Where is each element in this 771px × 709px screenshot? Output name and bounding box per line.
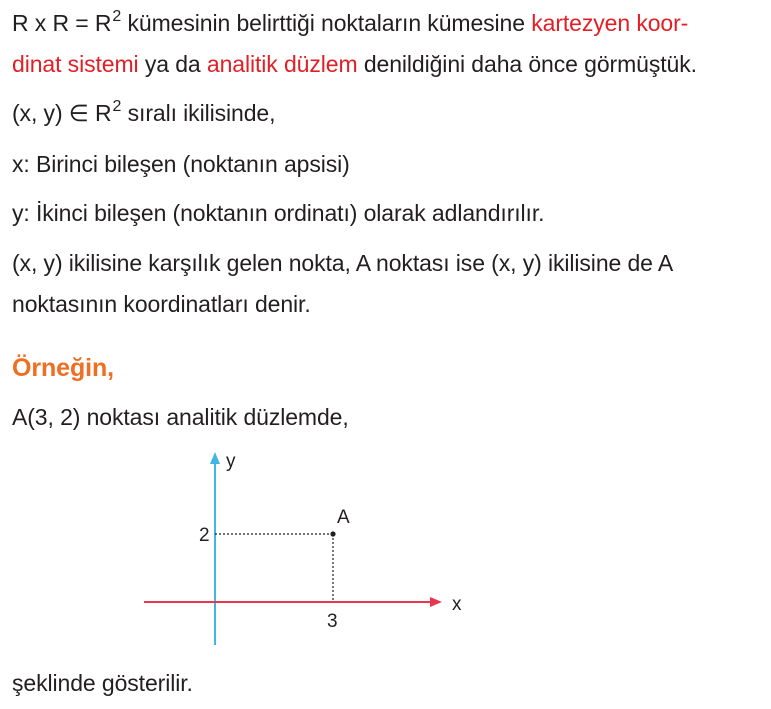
- x-tick-label: 3: [327, 611, 338, 632]
- text-segment: sıralı ikilisinde,: [121, 100, 276, 126]
- paragraph-line-2: [12, 49, 697, 79]
- definition-x: x: Birinci bileşen (noktanın apsisi): [12, 151, 350, 177]
- x-axis-label: x: [452, 594, 462, 615]
- point-a-label: A: [337, 507, 350, 528]
- highlight-term-kartezyen-end: dinat sistemi: [12, 51, 139, 77]
- point-a: [330, 531, 335, 536]
- x-axis-arrow-icon: [430, 597, 442, 607]
- paragraph-line-1: [12, 8, 688, 42]
- text-segment: kümesinin belirttiği noktaların kümesine: [121, 10, 532, 36]
- paragraph-line-7: noktasının koordinatları denir.: [12, 291, 311, 317]
- superscript: 2: [112, 8, 122, 25]
- y-tick-label: 2: [199, 525, 210, 546]
- text-segment: ya da: [138, 51, 207, 77]
- paragraph-line-3: [12, 98, 275, 132]
- definition-y: y: İkinci bileşen (noktanın ordinatı) olarak adlandırılır.: [12, 200, 545, 226]
- y-axis-label: y: [226, 451, 236, 472]
- superscript: 2: [112, 98, 122, 115]
- highlight-term-kartezyen: kartezyen koor-: [531, 10, 689, 36]
- text-segment: R x R = R: [12, 10, 112, 36]
- coordinate-diagram: [130, 445, 470, 655]
- y-axis-arrow-icon: [210, 452, 220, 464]
- highlight-term-analitik: analitik düzlem: [206, 51, 358, 77]
- example-heading: Örneğin,: [12, 354, 114, 382]
- paragraph-line-6: (x, y) ikilisine karşılık gelen nokta, A noktası ise (x, y) ikilisine de A: [12, 250, 674, 276]
- closing-text: şeklinde gösterilir.: [12, 670, 193, 696]
- text-segment: denildiğini daha önce görmüştük.: [357, 51, 697, 77]
- text-segment: (x, y) ∈ R: [12, 100, 112, 126]
- example-text: A(3, 2) noktası analitik düzlemde,: [12, 404, 349, 430]
